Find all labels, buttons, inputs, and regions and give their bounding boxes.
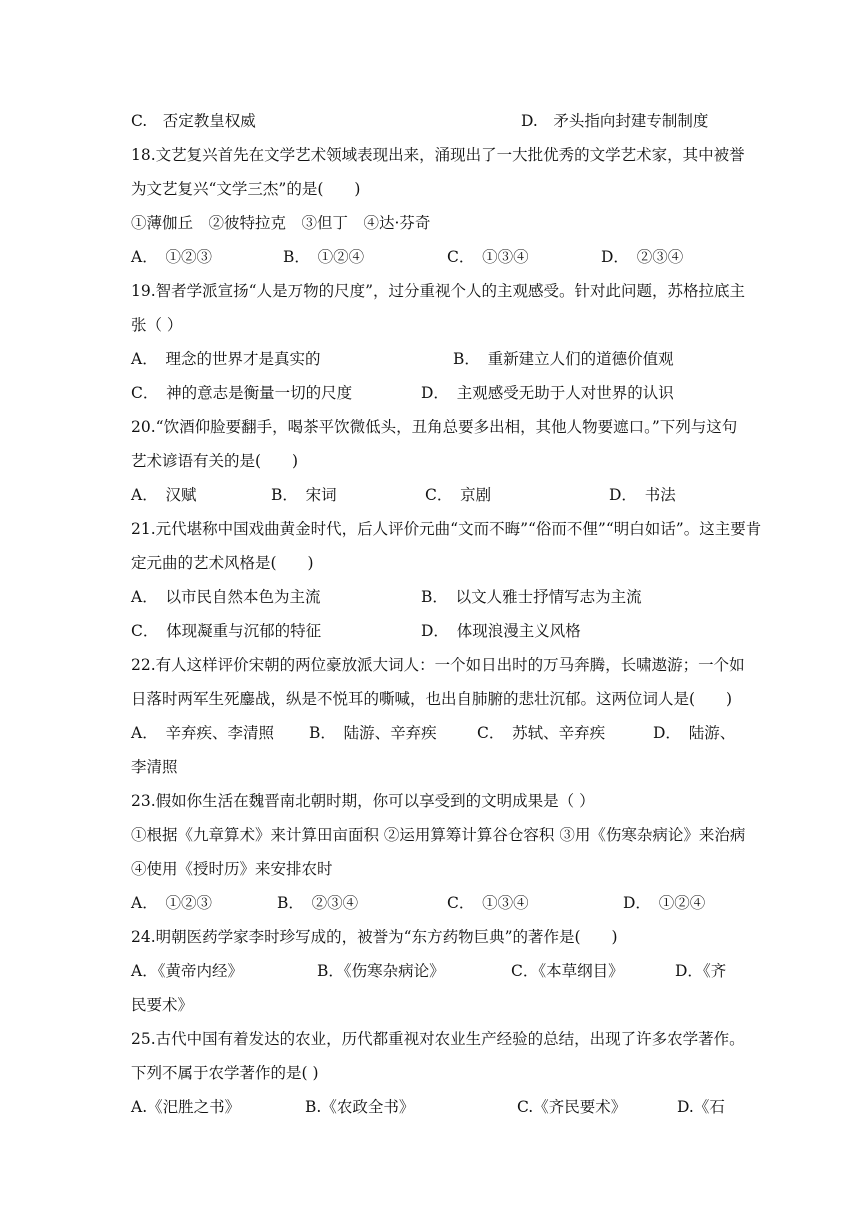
- question-24-text: 24.明朝医药学家李时珍写成的，被誉为“东方药物巨典”的著作是( ): [131, 928, 618, 946]
- options-row: [131, 342, 731, 376]
- option-c: C． ①③④: [447, 894, 529, 912]
- question-25-text: 下列不属于农学著作的是( ): [131, 1064, 319, 1082]
- option-d: D． 体现浪漫主义风格: [421, 622, 581, 640]
- option-c: C． 体现凝重与沉郁的特征: [131, 622, 322, 640]
- option-b: B． 重新建立人们的道德价值观: [453, 350, 674, 368]
- option-d: D．《齐: [675, 962, 727, 980]
- option-d: D． ①②④: [623, 894, 706, 912]
- option-c: C． 苏轼、辛弃疾: [477, 724, 606, 742]
- option-b: B.《农政全书》: [305, 1098, 415, 1116]
- option-b: B． ②③④: [277, 894, 359, 912]
- options-row: [131, 614, 731, 648]
- option-a: A.《汜胜之书》: [131, 1098, 241, 1116]
- option-b: B．《伤寒杂病论》: [317, 962, 445, 980]
- question-18-text: 为文艺复兴“文学三杰”的是( ): [131, 180, 361, 198]
- options-row: [131, 886, 731, 920]
- question-20-text: 20.“饮酒仰脸要翻手，喝茶平饮微低头，丑角总要多出相，其他人物要遮口。”下列与这句: [131, 418, 738, 436]
- option-continuation: 民要术》: [131, 996, 194, 1014]
- option-b: B． 宋词: [271, 486, 337, 504]
- option-a: A． 辛弃疾、李清照: [131, 724, 274, 742]
- option-b: B． ①②④: [283, 248, 365, 266]
- option-d: D.《石: [677, 1098, 725, 1116]
- options-row: [131, 478, 731, 512]
- option-c: C. 否定教皇权威: [131, 112, 256, 130]
- options-row: [131, 104, 731, 138]
- options-row: [131, 376, 731, 410]
- option-a: A． ①②③: [131, 248, 212, 266]
- option-a: A． ①②③: [131, 894, 212, 912]
- option-d: D. 矛头指向封建专制制度: [521, 112, 709, 130]
- option-c: C． 京剧: [425, 486, 492, 504]
- question-21-text: 定元曲的艺术风格是( ): [131, 554, 314, 572]
- option-d: D． 书法: [609, 486, 676, 504]
- question-19-text: 张（ ）: [131, 316, 183, 334]
- question-22-text: 日落时两军生死鏖战，纵是不悦耳的嘶喊，也出自肺腑的悲壮沉郁。这两位词人是( ): [131, 690, 733, 708]
- question-25-text: 25.古代中国有着发达的农业，历代都重视对农业生产经验的总结，出现了许多农学著作。: [131, 1030, 745, 1048]
- options-row: [131, 1090, 731, 1124]
- option-continuation: 李清照: [131, 758, 178, 776]
- question-20-text: 艺术谚语有关的是( ): [131, 452, 299, 470]
- question-18-choices: ①薄伽丘 ②彼特拉克 ③但丁 ④达·芬奇: [131, 214, 431, 232]
- option-d: D． ②③④: [601, 248, 684, 266]
- options-row: [131, 580, 731, 614]
- question-23-text: 23.假如你生活在魏晋南北朝时期，你可以享受到的文明成果是（ ）: [131, 792, 595, 810]
- option-a: A．《黄帝内经》: [131, 962, 243, 980]
- option-c: C． 神的意志是衡量一切的尺度: [131, 384, 353, 402]
- option-c: C． ①③④: [447, 248, 529, 266]
- options-row: [131, 240, 731, 274]
- option-a: A． 汉赋: [131, 486, 197, 504]
- question-18-text: 18.文艺复兴首先在文学艺术领域表现出来，涌现出了一大批优秀的文学艺术家，其中被誉: [131, 146, 745, 164]
- question-19-text: 19.智者学派宣扬“人是万物的尺度”，过分重视个人的主观感受。针对此问题，苏格拉底主: [131, 282, 746, 300]
- options-row: [131, 716, 736, 750]
- option-d: D． 陆游、: [653, 724, 736, 742]
- option-d: D． 主观感受无助于人对世界的认识: [421, 384, 674, 402]
- question-23-choices: ①根据《九章算术》来计算田亩面积 ②运用算筹计算谷仓容积 ③用《伤寒杂病论》来治病: [131, 826, 746, 844]
- option-a: A． 以市民自然本色为主流: [131, 588, 321, 606]
- option-b: B． 以文人雅士抒情写志为主流: [421, 588, 642, 606]
- question-23-choices: ④使用《授时历》来安排农时: [131, 860, 333, 878]
- question-22-text: 22.有人这样评价宋朝的两位豪放派大词人：一个如日出时的万马奔腾，长啸遨游；一个如: [131, 656, 745, 674]
- option-c: C．《本草纲目》: [511, 962, 624, 980]
- option-b: B． 陆游、辛弃疾: [309, 724, 437, 742]
- options-row: [131, 954, 731, 988]
- question-21-text: 21.元代堪称中国戏曲黄金时代，后人评价元曲“文而不晦”“俗而不俚”“明白如话”。这主要肯: [131, 520, 762, 538]
- option-a: A． 理念的世界才是真实的: [131, 350, 321, 368]
- option-c: C.《齐民要术》: [517, 1098, 627, 1116]
